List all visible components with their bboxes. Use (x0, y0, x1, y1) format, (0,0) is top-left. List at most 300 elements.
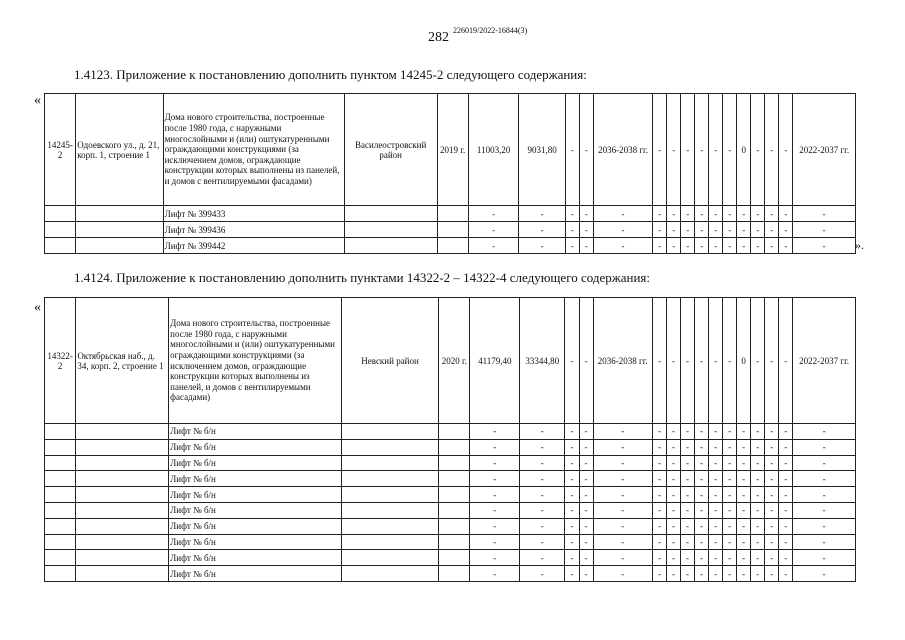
empty-cell (76, 439, 169, 455)
area-living-cell: 33344,80 (520, 298, 565, 424)
value-cell: - (652, 298, 666, 424)
dash-cell: - (695, 518, 709, 534)
dash-cell: - (793, 518, 856, 534)
dash-cell: - (666, 502, 680, 518)
dash-cell: - (751, 550, 765, 566)
dash-cell: - (695, 238, 709, 254)
empty-cell (439, 550, 470, 566)
empty-cell (341, 471, 438, 487)
lift-row (45, 455, 856, 471)
value-cell: 0 (737, 94, 751, 206)
dash-cell: - (723, 238, 737, 254)
dash-cell: - (793, 566, 856, 582)
dash-cell: - (520, 518, 565, 534)
dash-cell: - (593, 550, 652, 566)
dash-cell: - (579, 518, 593, 534)
dash-cell: - (793, 439, 856, 455)
dash-cell: - (680, 502, 694, 518)
dash-cell: - (565, 471, 579, 487)
lift-row (45, 471, 856, 487)
dash-cell: - (709, 566, 723, 582)
dash-cell: - (681, 206, 695, 222)
dash-cell: - (709, 206, 723, 222)
dash-cell: - (765, 238, 779, 254)
empty-cell (76, 471, 169, 487)
dash-cell: - (695, 502, 709, 518)
empty-cell (437, 206, 468, 222)
empty-cell (344, 206, 437, 222)
empty-cell (76, 455, 169, 471)
section-1-heading: 1.4123. Приложение к постановлению дополнить пунктом 14245-2 следующего содержания: (74, 67, 587, 82)
empty-cell (341, 487, 438, 503)
dash-cell: - (723, 206, 737, 222)
dash-cell: - (680, 455, 694, 471)
section-2-heading: 1.4124. Приложение к постановлению дополнить пунктами 14322-2 – 14322-4 следующего содержания: (74, 270, 650, 285)
dash-cell: - (695, 206, 709, 222)
value-cell: 0 (737, 298, 751, 424)
dash-cell: - (667, 222, 681, 238)
dash-cell: - (565, 424, 579, 440)
dash-cell: - (793, 424, 856, 440)
dash-cell: - (593, 222, 652, 238)
dash-cell: - (751, 471, 765, 487)
dash-cell: - (470, 439, 520, 455)
dash-cell: - (737, 471, 751, 487)
empty-cell (76, 534, 169, 550)
lift-label: Лифт № б/н (169, 550, 342, 566)
dash-cell: - (565, 534, 579, 550)
dash-cell: - (737, 550, 751, 566)
dash-cell: - (779, 487, 793, 503)
dash-cell: - (723, 455, 737, 471)
dash-cell: - (723, 471, 737, 487)
dash-cell: - (723, 222, 737, 238)
dash-cell: - (709, 502, 723, 518)
dash-cell: - (779, 502, 793, 518)
dash-cell: - (680, 424, 694, 440)
lift-label: Лифт № б/н (169, 566, 342, 582)
value-cell: - (765, 298, 779, 424)
lift-row (45, 487, 856, 503)
empty-cell (76, 518, 169, 534)
dash-cell: - (723, 424, 737, 440)
dash-cell: - (779, 238, 793, 254)
period-cell: 2036-2038 гг. (593, 94, 652, 206)
dash-cell: - (751, 222, 765, 238)
dash-cell: - (723, 534, 737, 550)
dash-cell: - (695, 222, 709, 238)
empty-cell (437, 222, 468, 238)
dash-cell: - (779, 471, 793, 487)
dash-cell: - (737, 487, 751, 503)
lift-label: Лифт № б/н (169, 502, 342, 518)
dash-cell: - (765, 222, 779, 238)
dash-cell: - (579, 238, 593, 254)
dash-cell: - (666, 534, 680, 550)
dash-cell: - (593, 206, 652, 222)
period-cell: 2036-2038 гг. (593, 298, 652, 424)
dash-cell: - (680, 534, 694, 550)
dash-cell: - (737, 238, 751, 254)
dash-cell: - (737, 534, 751, 550)
dash-cell: - (653, 238, 667, 254)
dash-cell: - (723, 502, 737, 518)
value-cell: - (681, 94, 695, 206)
dash-cell: - (666, 518, 680, 534)
dash-cell: - (709, 487, 723, 503)
dash-cell: - (520, 566, 565, 582)
lift-row (45, 534, 856, 550)
dash-cell: - (779, 222, 793, 238)
dash-cell: - (468, 238, 519, 254)
dash-cell: - (723, 518, 737, 534)
dash-cell: - (737, 455, 751, 471)
dash-cell: - (652, 566, 666, 582)
dash-cell: - (737, 502, 751, 518)
dash-cell: - (793, 502, 856, 518)
dash-cell: - (593, 439, 652, 455)
dash-cell: - (751, 206, 765, 222)
dash-cell: - (667, 238, 681, 254)
area-living-cell: 9031,80 (519, 94, 565, 206)
empty-cell (341, 455, 438, 471)
lift-row (45, 222, 856, 238)
dash-cell: - (520, 550, 565, 566)
table-row (45, 298, 856, 424)
dash-cell: - (680, 487, 694, 503)
row-number: 14322-2 (45, 298, 76, 424)
description-cell: Дома нового строительства, построенные после 1980 года, с наружными многослойными и (или) оштукатуренными ограждающими конструкциями (за исключением домов, ограждающие конструкции которых выполнены из панелей, и домов с вентилируемыми фасадами) (169, 298, 342, 424)
empty-cell (76, 222, 163, 238)
dash-cell: - (681, 222, 695, 238)
value-cell: - (779, 94, 793, 206)
dash-cell: - (765, 487, 779, 503)
empty-cell (439, 424, 470, 440)
dash-cell: - (667, 206, 681, 222)
dash-cell: - (793, 471, 856, 487)
dash-cell: - (779, 550, 793, 566)
dash-cell: - (579, 94, 593, 206)
empty-cell (45, 424, 76, 440)
dash-cell: - (666, 424, 680, 440)
dash-cell: - (565, 298, 579, 424)
empty-cell (45, 487, 76, 503)
empty-cell (341, 518, 438, 534)
register-table-2 (44, 297, 856, 582)
empty-cell (439, 502, 470, 518)
dash-cell: - (793, 487, 856, 503)
dash-cell: - (579, 222, 593, 238)
district-cell: Василеостровский район (344, 94, 437, 206)
lift-label: Лифт № б/н (169, 487, 342, 503)
open-quote-2: « (34, 300, 41, 315)
dash-cell: - (652, 534, 666, 550)
dash-cell: - (695, 424, 709, 440)
empty-cell (76, 424, 169, 440)
dash-cell: - (779, 518, 793, 534)
dash-cell: - (765, 534, 779, 550)
dash-cell: - (520, 534, 565, 550)
dash-cell: - (695, 534, 709, 550)
value-cell: - (709, 298, 723, 424)
dash-cell: - (779, 566, 793, 582)
dash-cell: - (468, 222, 519, 238)
dash-cell: - (593, 566, 652, 582)
empty-cell (439, 534, 470, 550)
lift-row (45, 566, 856, 582)
dash-cell: - (520, 455, 565, 471)
dash-cell: - (737, 566, 751, 582)
value-cell: - (695, 94, 709, 206)
dash-cell: - (765, 206, 779, 222)
dash-cell: - (520, 471, 565, 487)
dash-cell: - (565, 502, 579, 518)
dash-cell: - (579, 550, 593, 566)
dash-cell: - (751, 534, 765, 550)
dash-cell: - (653, 222, 667, 238)
dash-cell: - (565, 455, 579, 471)
value-cell: - (709, 94, 723, 206)
dash-cell: - (652, 502, 666, 518)
dash-cell: - (565, 206, 579, 222)
term-cell: 2022-2037 гг. (793, 298, 856, 424)
dash-cell: - (765, 518, 779, 534)
dash-cell: - (793, 206, 856, 222)
lift-label: Лифт № б/н (169, 439, 342, 455)
dash-cell: - (751, 455, 765, 471)
dash-cell: - (793, 222, 856, 238)
value-cell: - (723, 94, 737, 206)
dash-cell: - (579, 502, 593, 518)
close-quote-1: ». (855, 238, 864, 252)
value-cell: - (751, 298, 765, 424)
dash-cell: - (709, 534, 723, 550)
empty-cell (344, 222, 437, 238)
year-cell: 2019 г. (437, 94, 468, 206)
dash-cell: - (709, 222, 723, 238)
open-quote-1: « (34, 93, 41, 108)
value-cell: - (723, 298, 737, 424)
dash-cell: - (593, 471, 652, 487)
dash-cell: - (680, 471, 694, 487)
empty-cell (344, 238, 437, 254)
dash-cell: - (653, 206, 667, 222)
dash-cell: - (565, 487, 579, 503)
dash-cell: - (470, 550, 520, 566)
dash-cell: - (470, 487, 520, 503)
lift-label: Лифт № б/н (169, 534, 342, 550)
empty-cell (45, 206, 76, 222)
dash-cell: - (709, 238, 723, 254)
dash-cell: - (593, 502, 652, 518)
value-cell: - (653, 94, 667, 206)
dash-cell: - (765, 424, 779, 440)
lift-label: Лифт № б/н (169, 518, 342, 534)
dash-cell: - (666, 487, 680, 503)
empty-cell (45, 502, 76, 518)
dash-cell: - (737, 222, 751, 238)
dash-cell: - (709, 424, 723, 440)
dash-cell: - (751, 238, 765, 254)
empty-cell (76, 566, 169, 582)
dash-cell: - (470, 502, 520, 518)
dash-cell: - (520, 502, 565, 518)
dash-cell: - (723, 566, 737, 582)
dash-cell: - (520, 424, 565, 440)
empty-cell (341, 550, 438, 566)
dash-cell: - (779, 439, 793, 455)
table-row (45, 94, 856, 206)
dash-cell: - (779, 424, 793, 440)
register-table-1 (44, 93, 856, 254)
dash-cell: - (666, 455, 680, 471)
value-cell: - (695, 298, 709, 424)
dash-cell: - (593, 487, 652, 503)
dash-cell: - (709, 455, 723, 471)
empty-cell (76, 487, 169, 503)
dash-cell: - (470, 471, 520, 487)
dash-cell: - (695, 439, 709, 455)
area-total-cell: 11003,20 (468, 94, 519, 206)
dash-cell: - (765, 439, 779, 455)
dash-cell: - (470, 566, 520, 582)
dash-cell: - (593, 534, 652, 550)
lift-label: Лифт № 399436 (163, 222, 344, 238)
description-cell: Дома нового строительства, построенные после 1980 года, с наружными многослойными и (или) оштукатуренными ограждающими конструкциями (за исключением домов, ограждающие конструкции которых выполнены из панелей, и домов с вентилируемыми фасадами) (163, 94, 344, 206)
lift-row (45, 206, 856, 222)
dash-cell: - (579, 206, 593, 222)
lift-label: Лифт № 399433 (163, 206, 344, 222)
lift-label: Лифт № 399442 (163, 238, 344, 254)
dash-cell: - (723, 550, 737, 566)
empty-cell (45, 238, 76, 254)
empty-cell (439, 487, 470, 503)
lift-row (45, 518, 856, 534)
dash-cell: - (565, 222, 579, 238)
value-cell: - (667, 94, 681, 206)
area-total-cell: 41179,40 (470, 298, 520, 424)
dash-cell: - (652, 455, 666, 471)
page-number: 282 (428, 30, 449, 45)
dash-cell: - (470, 518, 520, 534)
dash-cell: - (666, 439, 680, 455)
lift-row (45, 439, 856, 455)
dash-cell: - (565, 566, 579, 582)
dash-cell: - (593, 238, 652, 254)
document-id: 226019/2022-16844(3) (453, 26, 528, 35)
dash-cell: - (751, 518, 765, 534)
dash-cell: - (652, 439, 666, 455)
dash-cell: - (779, 206, 793, 222)
dash-cell: - (709, 550, 723, 566)
term-cell: 2022-2037 гг. (793, 94, 856, 206)
dash-cell: - (579, 455, 593, 471)
dash-cell: - (565, 94, 579, 206)
lift-row (45, 238, 856, 254)
empty-cell (45, 566, 76, 582)
dash-cell: - (779, 455, 793, 471)
dash-cell: - (666, 550, 680, 566)
dash-cell: - (680, 550, 694, 566)
dash-cell: - (751, 502, 765, 518)
dash-cell: - (709, 439, 723, 455)
dash-cell: - (680, 566, 694, 582)
dash-cell: - (593, 518, 652, 534)
empty-cell (76, 238, 163, 254)
dash-cell: - (565, 550, 579, 566)
dash-cell: - (520, 487, 565, 503)
dash-cell: - (681, 238, 695, 254)
dash-cell: - (520, 439, 565, 455)
dash-cell: - (751, 439, 765, 455)
empty-cell (45, 439, 76, 455)
dash-cell: - (751, 487, 765, 503)
dash-cell: - (470, 455, 520, 471)
dash-cell: - (709, 518, 723, 534)
empty-cell (439, 566, 470, 582)
empty-cell (439, 471, 470, 487)
empty-cell (341, 439, 438, 455)
empty-cell (76, 206, 163, 222)
empty-cell (439, 518, 470, 534)
dash-cell: - (765, 566, 779, 582)
dash-cell: - (695, 550, 709, 566)
dash-cell: - (666, 471, 680, 487)
empty-cell (45, 222, 76, 238)
empty-cell (341, 566, 438, 582)
lift-label: Лифт № б/н (169, 424, 342, 440)
dash-cell: - (468, 206, 519, 222)
dash-cell: - (765, 455, 779, 471)
empty-cell (439, 455, 470, 471)
empty-cell (439, 439, 470, 455)
dash-cell: - (579, 424, 593, 440)
address-cell: Одоевского ул., д. 21, корп. 1, строение 1 (76, 94, 163, 206)
dash-cell: - (779, 534, 793, 550)
value-cell: - (680, 298, 694, 424)
empty-cell (45, 534, 76, 550)
dash-cell: - (652, 550, 666, 566)
empty-cell (45, 471, 76, 487)
dash-cell: - (793, 534, 856, 550)
dash-cell: - (652, 471, 666, 487)
dash-cell: - (695, 487, 709, 503)
empty-cell (341, 534, 438, 550)
lift-row (45, 550, 856, 566)
dash-cell: - (793, 455, 856, 471)
dash-cell: - (765, 550, 779, 566)
dash-cell: - (680, 518, 694, 534)
lift-label: Лифт № б/н (169, 455, 342, 471)
lift-row (45, 424, 856, 440)
dash-cell: - (579, 487, 593, 503)
empty-cell (45, 550, 76, 566)
dash-cell: - (519, 238, 565, 254)
empty-cell (437, 238, 468, 254)
dash-cell: - (519, 222, 565, 238)
dash-cell: - (579, 471, 593, 487)
dash-cell: - (723, 439, 737, 455)
dash-cell: - (737, 424, 751, 440)
dash-cell: - (470, 424, 520, 440)
dash-cell: - (765, 471, 779, 487)
dash-cell: - (680, 439, 694, 455)
lift-label: Лифт № б/н (169, 471, 342, 487)
dash-cell: - (470, 534, 520, 550)
dash-cell: - (565, 439, 579, 455)
dash-cell: - (666, 566, 680, 582)
dash-cell: - (737, 518, 751, 534)
